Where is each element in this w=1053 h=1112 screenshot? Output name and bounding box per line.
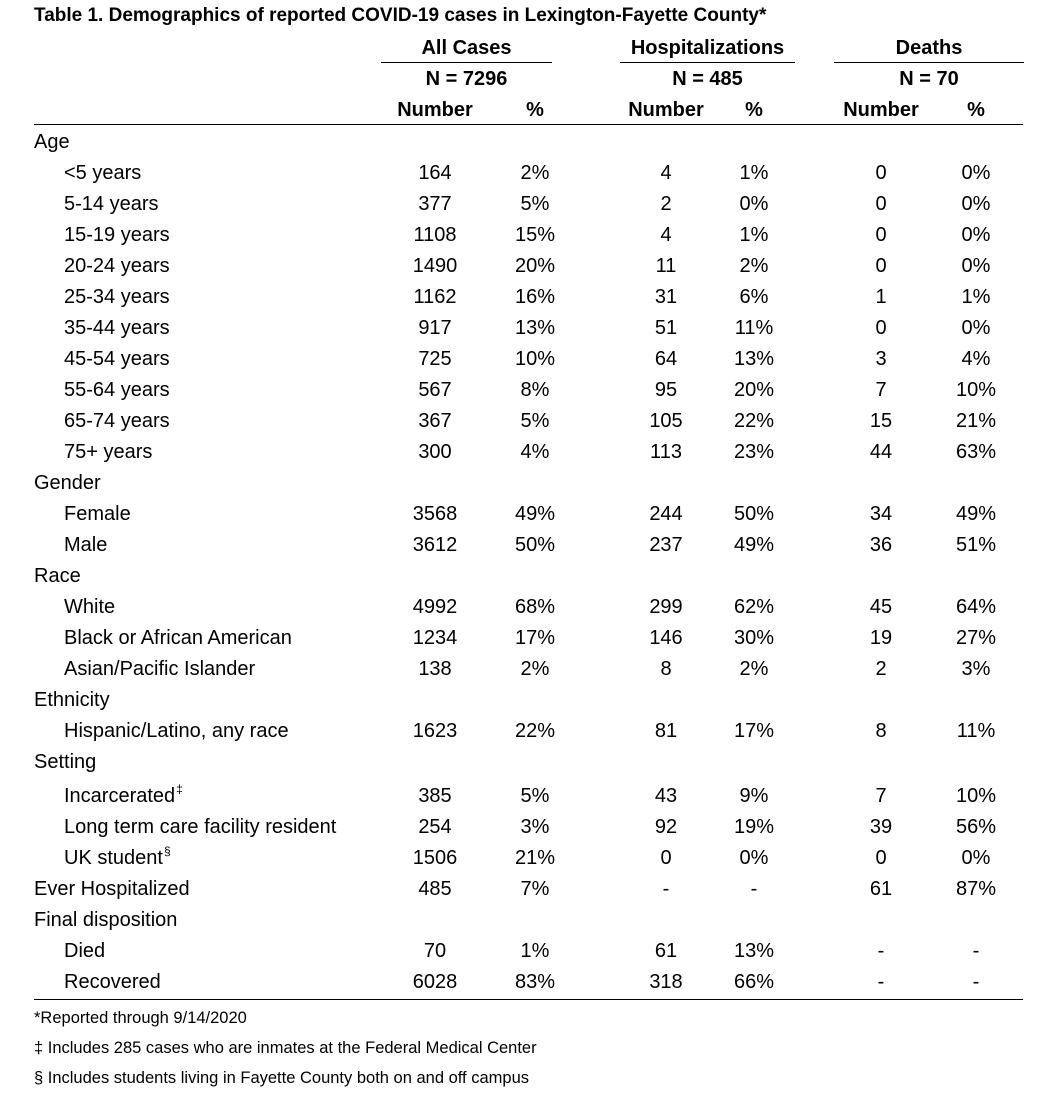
table-cell: 485 <box>418 878 452 900</box>
table-cell: 39 <box>869 816 893 838</box>
column-header: Number <box>397 99 473 121</box>
table-cell: 15% <box>514 224 556 246</box>
row-label-text: Recovered <box>64 971 161 993</box>
table-cell: 64 <box>654 348 678 370</box>
table-cell: 13% <box>514 317 556 339</box>
group-rule-hospitalizations <box>620 62 795 63</box>
table-cell: 5% <box>520 410 550 432</box>
row-label <box>64 410 170 433</box>
table-cell: 138 <box>418 658 452 680</box>
table-cell: 64% <box>955 596 997 618</box>
table-cell: 0 <box>875 193 887 215</box>
table-cell: 3568 <box>412 503 458 525</box>
row-label-text: 45-54 years <box>64 348 170 370</box>
row-label <box>64 596 115 619</box>
section-label <box>34 565 81 588</box>
section-label <box>34 909 177 932</box>
table-cell: 567 <box>418 379 452 401</box>
row-label-text: 75+ years <box>64 441 153 463</box>
table-cell: 2 <box>660 193 672 215</box>
table-cell: 917 <box>418 317 452 339</box>
footnote-uk-student: § Includes students living in Fayette County both on and off campus <box>34 1069 529 1087</box>
table-cell: 1162 <box>413 286 457 308</box>
row-label-text: Setting <box>34 751 97 773</box>
row-label-text: 20-24 years <box>64 255 170 277</box>
row-label-text: Hispanic/Latino, any race <box>64 720 289 742</box>
table-cell: 70 <box>423 940 447 962</box>
table-cell: 254 <box>418 816 452 838</box>
table-cell: 10% <box>955 379 997 401</box>
row-label-text: 25-34 years <box>64 286 170 308</box>
table-cell: 19% <box>733 816 775 838</box>
table-cell: 2% <box>739 255 769 277</box>
table-cell: 92 <box>654 816 678 838</box>
table-cell: 7 <box>875 785 887 807</box>
row-label-text: Ever Hospitalized <box>34 878 190 900</box>
table-cell: 20% <box>733 379 775 401</box>
table-cell: 11% <box>734 317 774 339</box>
table-cell: 20% <box>514 255 556 277</box>
table-cell: 1% <box>739 224 769 246</box>
row-label <box>64 379 170 402</box>
table-cell: 8% <box>520 379 550 401</box>
table-cell: 11 <box>655 255 677 277</box>
table-cell: 31 <box>654 286 678 308</box>
table-cell: 0 <box>875 255 887 277</box>
table-cell: 16% <box>514 286 556 308</box>
table-cell: 49% <box>733 534 775 556</box>
footnote-marker: ‡ <box>176 782 183 796</box>
table-cell: 0 <box>660 847 672 869</box>
section-label <box>34 878 190 901</box>
row-label <box>64 720 289 743</box>
table-cell: 0% <box>961 255 991 277</box>
row-label <box>64 441 152 464</box>
table-cell: 17% <box>733 720 775 742</box>
row-label-text: UK student <box>64 847 163 869</box>
table-cell: 66% <box>733 971 775 993</box>
table-cell: 83% <box>514 971 556 993</box>
table-cell: 2% <box>520 162 550 184</box>
row-label-text: 55-64 years <box>64 379 170 401</box>
table-cell: 43 <box>654 785 678 807</box>
table-cell: 6028 <box>412 971 458 993</box>
table-cell: 4 <box>660 224 672 246</box>
column-header: Number <box>843 99 919 121</box>
table-bottom-rule <box>34 999 1023 1000</box>
table-cell: 27% <box>955 627 997 649</box>
table-cell: 3612 <box>412 534 458 556</box>
row-label <box>64 940 105 963</box>
table-cell: 0 <box>875 317 887 339</box>
table-cell: 164 <box>418 162 452 184</box>
group-header-deaths: Deaths <box>895 37 963 59</box>
table-cell: 0% <box>961 162 991 184</box>
table-cell: 36 <box>869 534 893 556</box>
table-cell: 5% <box>520 785 550 807</box>
table-cell: 49% <box>955 503 997 525</box>
table-cell: 1% <box>961 286 991 308</box>
table-cell: 11% <box>956 720 996 742</box>
table-cell: 21% <box>514 847 556 869</box>
row-label <box>64 971 161 994</box>
table-cell: 34 <box>869 503 893 525</box>
table-cell: 0 <box>875 847 887 869</box>
table-cell: 7% <box>520 878 550 900</box>
table-cell: 10% <box>955 785 997 807</box>
table-cell: - <box>877 940 885 962</box>
row-label-text: 65-74 years <box>64 410 170 432</box>
table-cell: 4992 <box>412 596 458 618</box>
table-cell: 3 <box>875 348 887 370</box>
table-cell: 318 <box>649 971 683 993</box>
row-label <box>64 255 170 278</box>
table-cell: 22% <box>514 720 556 742</box>
table-cell: 22% <box>733 410 775 432</box>
table-cell: 1490 <box>412 255 458 277</box>
column-header: Number <box>628 99 704 121</box>
row-label <box>64 317 170 340</box>
column-header: % <box>745 99 763 121</box>
table-cell: 3% <box>520 816 550 838</box>
table-cell: 68% <box>514 596 556 618</box>
table-cell: 0% <box>961 317 991 339</box>
group-rule-deaths <box>834 62 1024 63</box>
row-label <box>64 816 336 839</box>
table-cell: 4% <box>520 441 550 463</box>
row-label <box>64 224 170 247</box>
row-label-text: Asian/Pacific Islander <box>64 658 256 680</box>
table-cell: 299 <box>649 596 683 618</box>
table-cell: 3% <box>961 658 991 680</box>
table-cell: - <box>750 878 758 900</box>
table-cell: 2 <box>875 658 887 680</box>
table-title: Table 1. Demographics of reported COVID-19 cases in Lexington-Fayette County* <box>34 5 767 26</box>
footnote-reported-through: *Reported through 9/14/2020 <box>34 1009 247 1027</box>
table-cell: 300 <box>418 441 452 463</box>
group-n-hospitalizations: N = 485 <box>672 68 743 90</box>
row-label-text: 35-44 years <box>64 317 170 339</box>
table-cell: 385 <box>418 785 452 807</box>
table-cell: 15 <box>869 410 893 432</box>
table-cell: 1623 <box>412 720 458 742</box>
table-cell: 10% <box>514 348 556 370</box>
row-label-text: <5 years <box>64 162 142 184</box>
row-label-text: Male <box>64 534 108 556</box>
row-label-text: Age <box>34 131 70 153</box>
group-n-deaths: N = 70 <box>899 68 959 90</box>
table-cell: 7 <box>875 379 887 401</box>
section-label <box>34 131 70 154</box>
table-cell: 1234 <box>412 627 458 649</box>
section-label <box>34 472 101 495</box>
header-bottom-rule <box>34 124 1023 125</box>
table-cell: 0 <box>875 162 887 184</box>
table-cell: 61 <box>869 878 893 900</box>
table-cell: 0% <box>961 847 991 869</box>
table-cell: 1 <box>875 286 887 308</box>
table-cell: 51 <box>654 317 678 339</box>
table-cell: 50% <box>733 503 775 525</box>
table-cell: 87% <box>955 878 997 900</box>
table-cell: 44 <box>869 441 893 463</box>
table-cell: 0% <box>961 224 991 246</box>
table-cell: - <box>972 940 980 962</box>
table-cell: 1108 <box>413 224 457 246</box>
table-cell: 61 <box>654 940 678 962</box>
table-cell: 19 <box>869 627 893 649</box>
table-cell: 367 <box>418 410 452 432</box>
table-cell: 113 <box>650 441 682 463</box>
table-cell: 1% <box>739 162 769 184</box>
row-label-text: Race <box>34 565 81 587</box>
table-cell: 9% <box>739 785 769 807</box>
table-cell: 23% <box>733 441 775 463</box>
table-cell: 1506 <box>412 847 458 869</box>
table-cell: 725 <box>418 348 452 370</box>
table-cell: 13% <box>733 940 775 962</box>
table-cell: 8 <box>660 658 672 680</box>
table-cell: - <box>972 971 980 993</box>
table-cell: 2% <box>520 658 550 680</box>
row-label <box>64 503 131 526</box>
row-label-text: White <box>64 596 116 618</box>
table-cell: 62% <box>733 596 775 618</box>
row-label-text: Ethnicity <box>34 689 110 711</box>
row-label-text: Died <box>64 940 106 962</box>
table-cell: 30% <box>733 627 775 649</box>
footnote-marker: § <box>163 844 171 858</box>
table-cell: 146 <box>649 627 683 649</box>
row-label <box>64 193 159 216</box>
table-cell: 17% <box>514 627 556 649</box>
row-label-text: Gender <box>34 472 101 494</box>
row-label-text: 5-14 years <box>64 193 159 215</box>
row-label-text: Female <box>64 503 131 525</box>
row-label <box>64 348 170 371</box>
table-cell: 1% <box>520 940 550 962</box>
group-header-hospitalizations: Hospitalizations <box>630 37 785 59</box>
row-label <box>64 534 107 557</box>
group-n-all-cases: N = 7296 <box>425 68 508 90</box>
group-header-all-cases: All Cases <box>421 37 512 59</box>
table-cell: 377 <box>418 193 452 215</box>
table-cell: 56% <box>955 816 997 838</box>
table-cell: 45 <box>869 596 893 618</box>
table-cell: 49% <box>514 503 556 525</box>
table-cell: 237 <box>649 534 683 556</box>
row-label-text: Long term care facility resident <box>64 816 337 838</box>
table-cell: - <box>662 878 670 900</box>
row-label <box>64 782 183 808</box>
footnote-incarcerated: ‡ Includes 285 cases who are inmates at the Federal Medical Center <box>34 1039 537 1057</box>
table-cell: 0% <box>739 847 769 869</box>
row-label-text: 15-19 years <box>64 224 170 246</box>
section-label <box>34 689 110 712</box>
row-label-text: Final disposition <box>34 909 178 931</box>
table-cell: 50% <box>514 534 556 556</box>
table-cell: 8 <box>875 720 887 742</box>
table-cell: 4 <box>660 162 672 184</box>
table-cell: 81 <box>654 720 678 742</box>
table-cell: 63% <box>955 441 997 463</box>
table-cell: 0% <box>961 193 991 215</box>
table-cell: 2% <box>739 658 769 680</box>
section-label <box>34 751 96 774</box>
table-cell: 105 <box>649 410 683 432</box>
column-header: % <box>967 99 985 121</box>
table-cell: 13% <box>733 348 775 370</box>
table-cell: 6% <box>739 286 769 308</box>
table-cell: 51% <box>955 534 997 556</box>
row-label <box>64 162 141 185</box>
table-cell: 95 <box>654 379 678 401</box>
table-cell: 0% <box>739 193 769 215</box>
column-header: % <box>526 99 544 121</box>
table-cell: 21% <box>955 410 997 432</box>
table-cell: 0 <box>875 224 887 246</box>
table-cell: 4% <box>961 348 991 370</box>
row-label <box>64 627 292 650</box>
row-label <box>64 286 170 309</box>
group-rule-all-cases <box>381 62 552 63</box>
row-label-text: Incarcerated <box>64 785 176 807</box>
table-cell: - <box>877 971 885 993</box>
row-label-text: Black or African American <box>64 627 292 649</box>
table-cell: 244 <box>649 503 683 525</box>
row-label <box>64 658 255 681</box>
row-label <box>64 844 171 870</box>
table-cell: 5% <box>520 193 550 215</box>
